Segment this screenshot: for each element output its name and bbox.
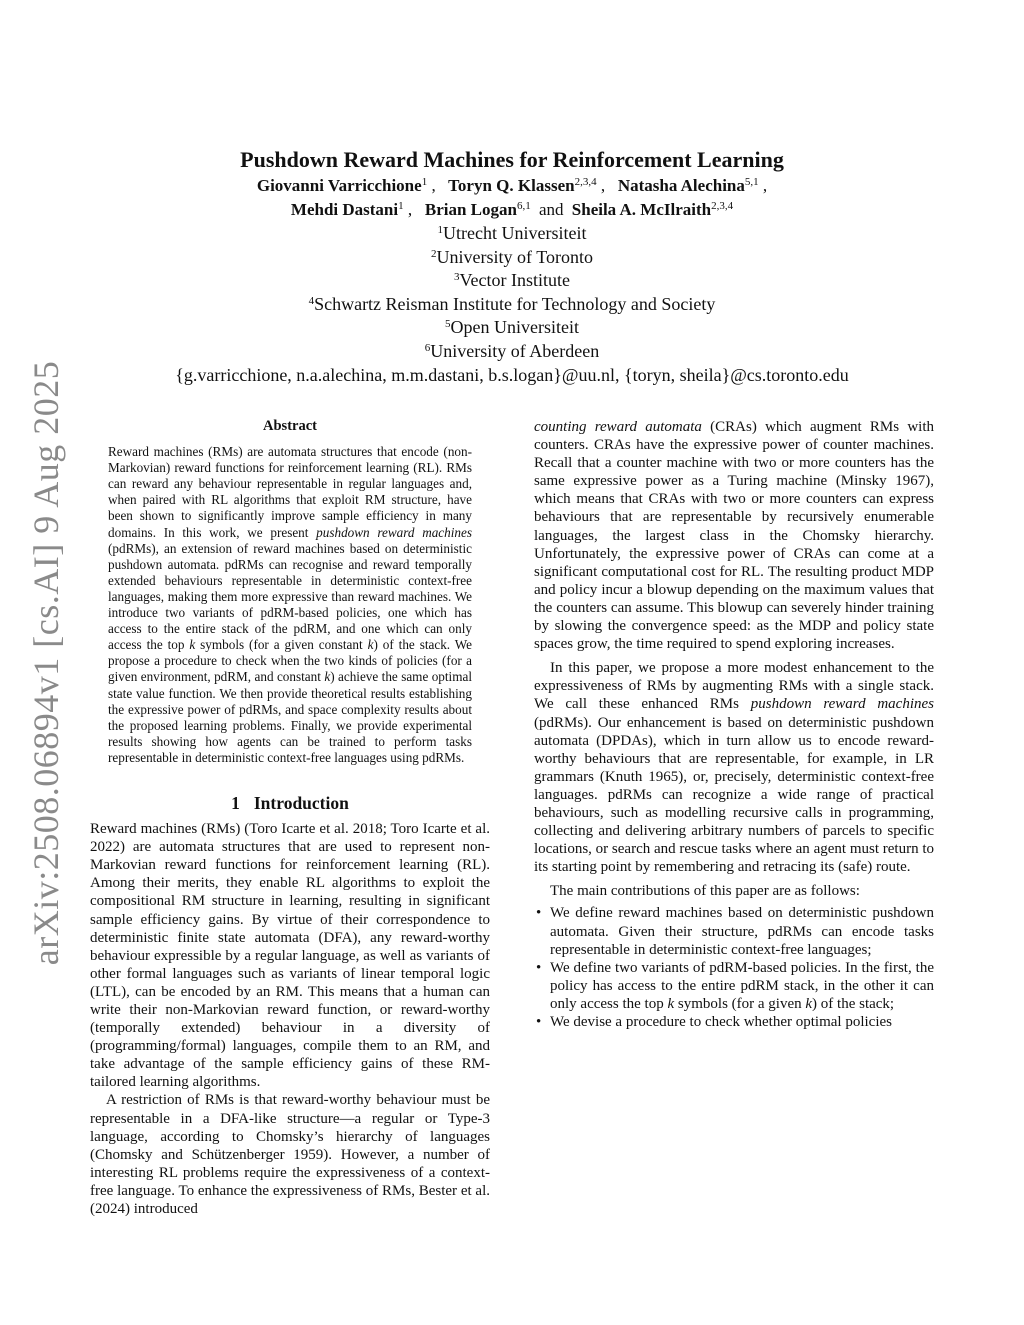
abstract-heading: Abstract	[263, 418, 317, 434]
author-affiliation-marker: 2,3,4	[711, 200, 734, 212]
body-paragraph: counting reward automata (CRAs) which augment RMs with counters. CRAs have the expressive power of counter machines. Recall that a counter machine with two or more counters has the same expressive power as a Turing machine (Minsky 1967), which means that CRAs with two or more counters can express behaviours that are representable by recursively enumerable languages, the largest class in the Chomsky hierarchy. Unfortunately, the expressive power of CRAs can come at a significant computational cost for RL. The resulting product MDP and policy incur a blowup depending on the maximum values that the counters can assume. This blowup can severely hinder training by slowing the convergence speed: as the MDP and policy state spaces grow, the time required to spend exploring increases.	[534, 419, 935, 653]
author-affiliation-marker: 5,1	[744, 176, 759, 188]
affiliation: $^2$University of Toronto	[431, 246, 593, 267]
arxiv-identifier: arXiv:2508.06894v1 [cs.AI] 9 Aug 2025	[26, 360, 66, 966]
body-paragraph: A restriction of RMs is that reward-worthy behaviour must be representable in a DFA-like structure—a regular or Type-3 language, according to Chomsky’s hierarchy of languages (Chomsky and Schützenberger 1959). However, a number of interesting RL problems require the expressiveness of a context-free language. To enhance the expressiveness of RMs, Bester et al. (2024) introduced	[90, 1092, 490, 1218]
author-name: Giovanni Varricchione	[256, 176, 422, 195]
affiliation: $^1$Utrecht Universiteit	[437, 223, 587, 243]
list-item: • We devise a procedure to check whether optimal policies	[534, 1013, 934, 1031]
paper-header	[90, 146, 934, 387]
abstract	[108, 418, 472, 766]
author-name: Natasha Alechina	[617, 176, 745, 195]
body-paragraph: Reward machines (RMs) (Toro Icarte et al. 2018; Toro Icarte et al. 2022) are automata structures that are used to represent non-Markovian reward functions for reinforcement learning (RL). Among their merits, they enable RL algorithms to exploit the compositional RM structure in learning, resulting in significant sample efficiency gains. By virtue of their correspondence to deterministic finite state automata (DFA), any reward-worthy behaviour expressible by a regular language, as well as variants of other formal languages such as variants of linear temporal logic (LTL), can be encoded by an RM. This means that a human can write their non-Markovian reward function, or reward-worthy (temporally extended) behaviour in a diversity of (programming/formal) languages, compile them to an RM, and take advantage of the sample efficiency gains of these RM-tailored learning algorithms.	[90, 821, 490, 1091]
section-title: Introduction	[253, 792, 349, 813]
body-paragraph: In this paper, we propose a more modest enhancement to the expressiveness of RMs by augmenting RMs with a single stack. We call these enhanced RMs pushdown reward machines (pdRMs). Our enhancement is based on deterministic pushdown automata (DPDAs), which in turn allow us to encode reward-worthy behaviours that are representable, for example, in LR grammars (Knuth 1965), or, precisely, deterministic context-free languages. pdRMs can recognize a wide range of practical behaviours, such as modelling recursive calls in programming, collecting and delivering arbitrary numbers of parcels to specific locations, or search and rescue tasks where an agent must return to its starting point by remembering and retracing its (safe) route.	[534, 660, 934, 876]
author-affiliation-marker: 1	[421, 176, 428, 188]
left-column	[90, 418, 490, 1218]
contributions-list	[534, 904, 934, 1031]
affiliation: $^3$Vector Institute	[454, 270, 570, 290]
author-emails[interactable]: {g.varricchione, n.a.alechina, m.m.dastani, b.s.logan}@uu.nl, {toryn, sheila}@cs.toronto.edu	[175, 365, 849, 385]
author-affiliation-marker: 1	[398, 200, 404, 212]
right-column	[534, 418, 934, 1031]
author-name: Mehdi Dastani	[290, 200, 399, 219]
list-item: • We define two variants of pdRM-based policies. In the first, the policy has access to the entire pdRM stack, in the other it can only access the top k symbols (for a given k) of the stack;	[534, 959, 934, 1013]
paper-title: Pushdown Reward Machines for Reinforcement Learning	[240, 147, 784, 172]
section-number: 1	[231, 792, 240, 813]
affiliation: $^6$University of Aberdeen	[424, 340, 600, 361]
author-conjunction: and	[538, 200, 564, 219]
list-item: • We define reward machines based on deterministic pushdown automata. Given their structure, pdRMs can encode tasks representable in deterministic context-free languages;	[534, 904, 934, 958]
body-paragraph: The main contributions of this paper are as follows:	[550, 883, 860, 900]
author-name: Toryn Q. Klassen	[448, 176, 575, 195]
author-name: Sheila A. McIlraith	[571, 200, 712, 219]
affiliation: $^4$Schwartz Reisman Institute for Technology and Society	[308, 293, 716, 314]
author-affiliation-marker: 2,3,4	[574, 176, 597, 188]
author-affiliation-marker: 6,1	[516, 200, 531, 212]
abstract-paragraph: Reward machines (RMs) are automata structures that encode (non-Markovian) reward functions for reinforcement learning (RL). RMs can reward any behaviour representable in regular languages and, when paired with RL algorithms that exploit RM structure, have been shown to significantly improve sample efficiency in many domains. In this work, we present pushdown reward machines (pdRMs), an extension of reward machines based on deterministic pushdown automata. pdRMs can recognise and reward temporally extended behaviours representable in deterministic context-free languages, making them more expressive than reward machines. We introduce two variants of pdRM-based policies, one which has access to the entire stack of the pdRM, and one which can only access the top k symbols (for a given constant k) of the stack. We propose a procedure to check when the two kinds of policies (for a given environment, pdRM, and constant k) achieve the same optimal state value function. We then provide theoretical results establishing the expressive power of pdRMs, and space complexity results about the proposed learning problems. Finally, we provide experimental results showing how agents can be trained to perform tasks representable in deterministic context-free languages using pdRMs.	[108, 444, 473, 765]
author-name: Brian Logan	[424, 200, 517, 219]
author-line-1: Giovanni Varricchione$^1$ , Toryn Q. Klassen$^{2,3,4}$ , Natasha Alechina$^{5,1}$ ,	[256, 176, 768, 195]
author-line-2: Mehdi Dastani$^1$ , Brian Logan$^{6,1}$ and Sheila A. McIlraith$^{2,3,4}$	[290, 200, 734, 219]
section-heading-introduction	[90, 794, 490, 812]
affiliation: $^5$Open Universiteit	[445, 317, 579, 337]
